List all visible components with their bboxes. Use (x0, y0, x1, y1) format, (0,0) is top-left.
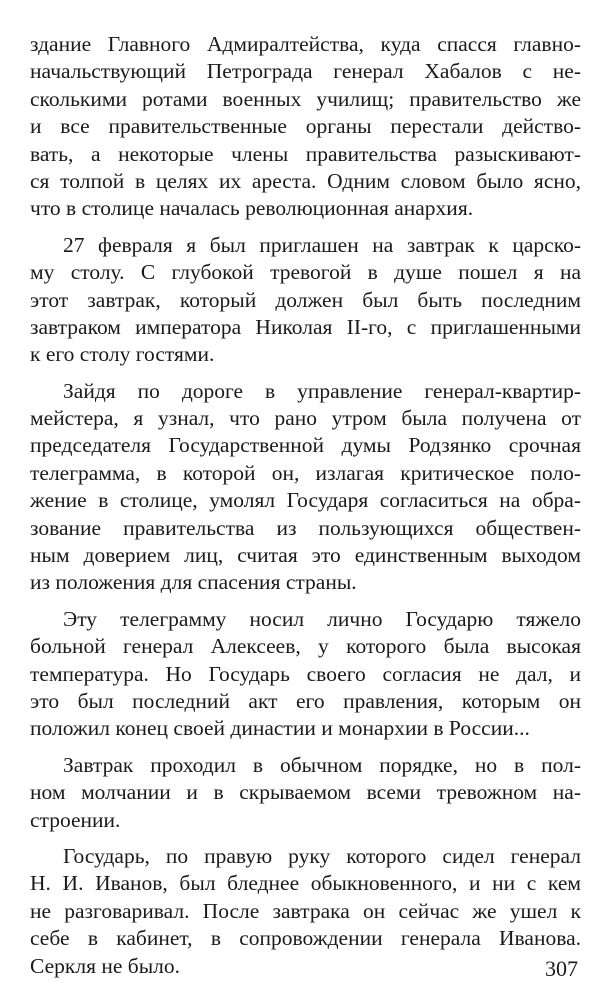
text-line: завтраком императора Николая II-го, с приглашенными (30, 314, 581, 339)
text-line: ся толпой в целях их ареста. Одним словом было ясно, (30, 168, 581, 193)
text-line: Н. И. Иванов, был бледнее обыкновенного, и ни с кем (30, 871, 581, 896)
text-line: из положения для спасения страны. (30, 570, 357, 595)
text-line: температура. Но Государь своего согласия не дал, и (30, 661, 581, 686)
text-line: сколькими ротами военных училищ; правительство же (30, 86, 581, 111)
text-line: Завтрак проходил в обычном порядке, но в пол- (63, 752, 581, 777)
paragraph (30, 843, 581, 980)
text-line: начальствующий Петрограда генерал Хабалов с не- (30, 59, 581, 84)
text-line: строении. (30, 807, 121, 832)
text-line: положил конец своей династии и монархии в России... (30, 716, 530, 741)
text-line: вать, а некоторые члены правительства разыскивают- (30, 141, 581, 166)
text-line: Государь, по правую руку которого сидел генерал (63, 843, 581, 868)
text-line: ном молчании и в скрываемом всеми тревожном на- (30, 780, 581, 805)
text-line: Серкля не было. (30, 953, 180, 978)
paragraph (30, 31, 581, 223)
text-line: Эту телеграмму носил лично Государю тяжело (63, 606, 581, 631)
paragraph (30, 606, 581, 743)
text-line: себе в кабинет, в сопровождении генерала Иванова. (30, 926, 581, 951)
text-line: здание Главного Адмиралтейства, куда спасся главно- (30, 32, 581, 56)
text-line: к его столу гостями. (30, 342, 215, 367)
text-line: этот завтрак, который должен был быть последним (30, 287, 581, 312)
paragraph (30, 752, 581, 834)
text-line: жение в столице, умолял Государя согласиться на обра- (30, 488, 581, 513)
text-line: это был последний акт его правления, которым он (30, 688, 581, 713)
text-line: больной генерал Алексеев, у которого была высокая (30, 634, 581, 659)
page-body (30, 31, 581, 989)
text-line: председателя Государственной думы Родзянко срочная (30, 433, 581, 458)
text-line: Зайдя по дороге в управление генерал-квартир- (63, 378, 581, 403)
text-line: и все правительственные органы перестали действо- (30, 114, 581, 139)
text-line: ным доверием лиц, считая это единственным выходом (30, 543, 581, 568)
text-line: телеграмма, в которой он, излагая критическое поло- (30, 460, 581, 485)
text-line: не разговаривал. После завтрака он сейчас же ушел к (30, 898, 581, 923)
paragraph (30, 378, 581, 597)
text-line: мейстера, я узнал, что рано утром была получена от (30, 406, 581, 431)
text-line: 27 февраля я был приглашен на завтрак к царско- (63, 232, 581, 257)
text-line: зование правительства из пользующихся обществен- (30, 515, 581, 540)
page-number: 307 (545, 956, 578, 981)
text-line: му столу. С глубокой тревогой в душе пошел я на (30, 260, 581, 285)
text-line: что в столице началась революционная анархия. (30, 196, 474, 221)
paragraph (30, 232, 581, 369)
